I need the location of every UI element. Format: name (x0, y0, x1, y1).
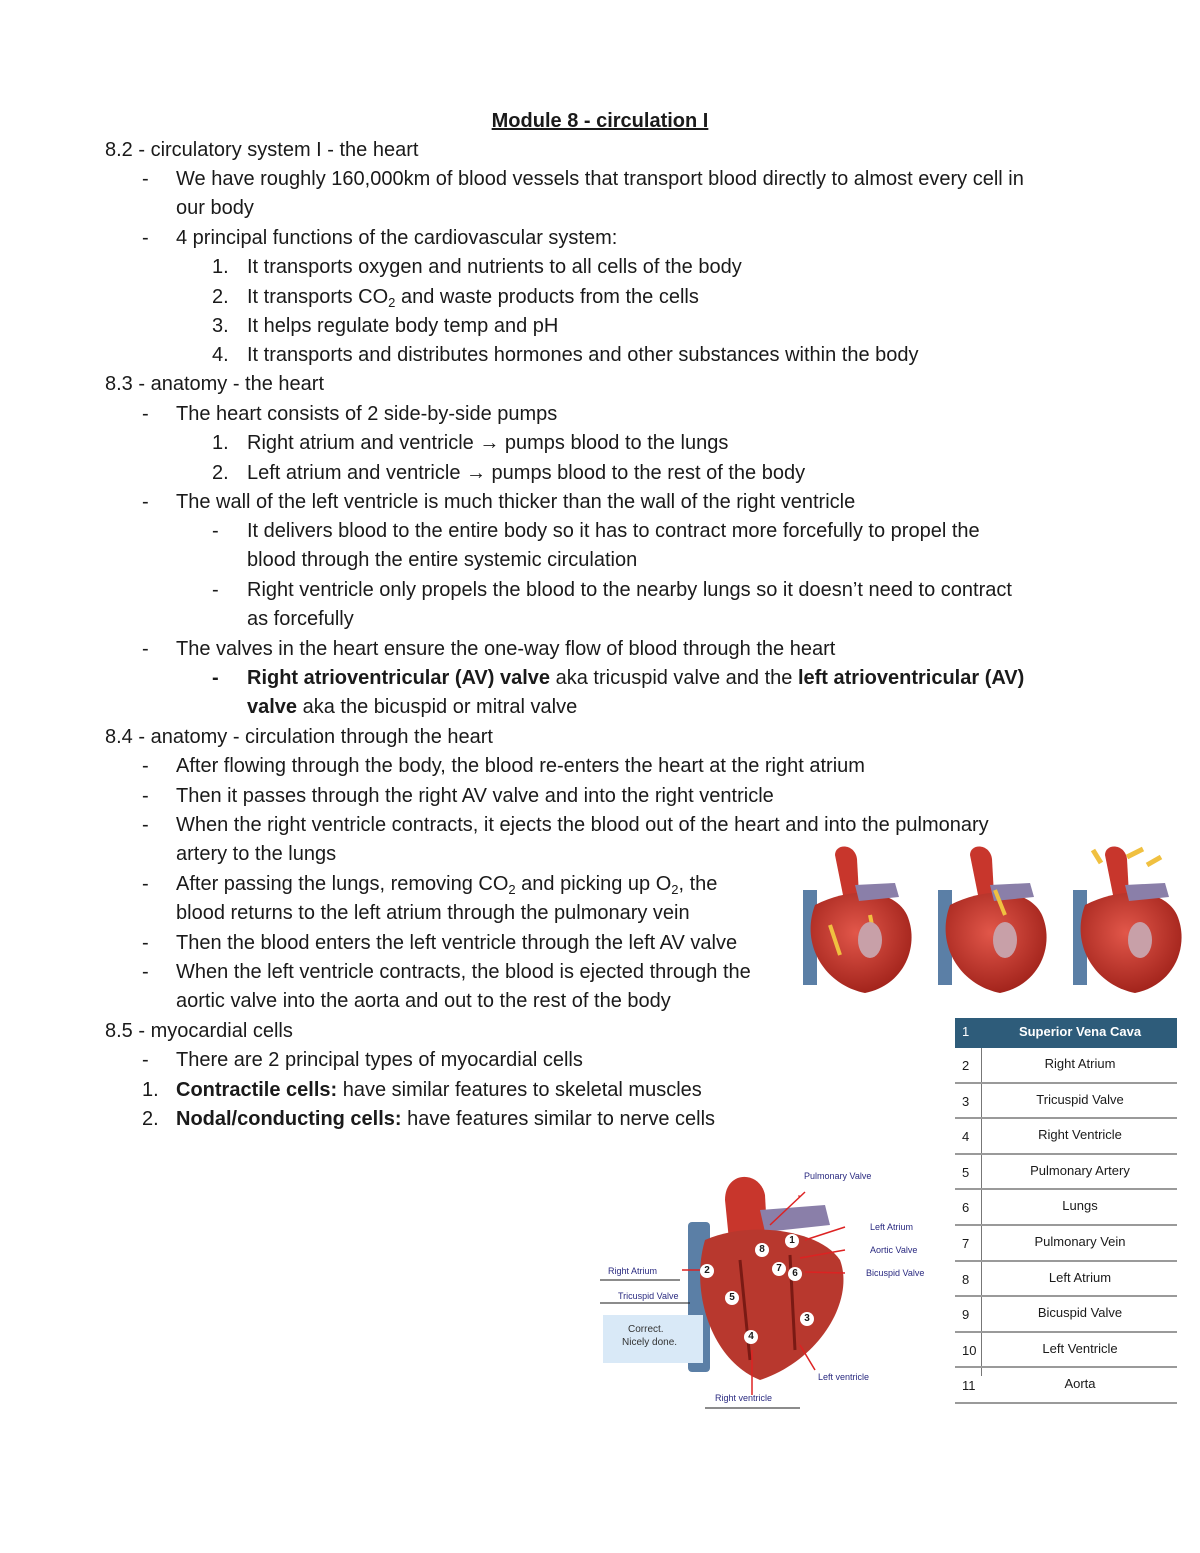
heart-image-2 (938, 846, 1047, 993)
bullet-dash: - (212, 520, 219, 542)
row-label: Aorta (1064, 1376, 1096, 1392)
bullet-text: After flowing through the body, the blood re-enters the heart at the right atrium (176, 755, 865, 777)
bullet-dash: - (142, 168, 149, 190)
row-label: Left Atrium (1048, 1269, 1112, 1285)
section-heading-8-4: 8.4 - anatomy - circulation through the heart (105, 726, 493, 748)
bullet-dash: - (142, 785, 149, 807)
table-row (955, 1226, 1177, 1262)
list-number: 3. (212, 315, 229, 337)
bullet-dash: - (142, 1049, 149, 1071)
marker-4: 4 (744, 1330, 758, 1344)
marker-6: 6 (788, 1267, 802, 1281)
row-label: Pulmonary Artery (1030, 1162, 1130, 1178)
row-label: Superior Vena Cava (1018, 1024, 1142, 1039)
bullet-text: artery to the lungs (176, 843, 337, 865)
list-item: Left atrium and ventricle → pumps blood to the rest of the body (247, 462, 806, 484)
sub-bullet-text: Right ventricle only propels the blood to the nearby lungs so it doesn’t need to contract (247, 579, 1012, 601)
bullet-text: aortic valve into the aorta and out to the rest of the body (176, 990, 671, 1012)
row-number: 6 (962, 1200, 970, 1216)
bullet-dash: - (142, 227, 149, 249)
table-row (955, 1084, 1177, 1120)
page-title: Module 8 - circulation I (491, 110, 709, 132)
feedback-text: Nicely done. (622, 1337, 678, 1348)
row-label: Pulmonary Vein (1034, 1233, 1126, 1249)
section-heading-8-3: 8.3 - anatomy - the heart (105, 373, 325, 395)
bullet-text: 4 principal functions of the cardiovascular system: (176, 227, 618, 249)
marker-3: 3 (800, 1312, 814, 1326)
bullet-text: After passing the lungs, removing $CO_2$ and picking up $O_2$, the (176, 873, 718, 897)
table-row (955, 1048, 1177, 1084)
list-number: 2. (212, 462, 229, 484)
bullet-dash: - (142, 814, 149, 836)
list-item: It transports and distributes hormones and other substances within the body (247, 344, 919, 366)
label-right-ventricle: Right ventricle (715, 1393, 773, 1403)
marker-8: 8 (755, 1243, 769, 1257)
row-number: 5 (962, 1164, 970, 1180)
bullet-dash: - (142, 961, 149, 983)
section-heading-8-2: 8.2 - circulatory system I - the heart (105, 139, 419, 161)
bullet-text: The valves in the heart ensure the one-way flow of blood through the heart (176, 638, 836, 660)
row-label: Tricuspid Valve (1036, 1091, 1124, 1107)
table-row (955, 1368, 1177, 1404)
list-item: Right atrium and ventricle → pumps blood to the lungs (247, 432, 729, 454)
row-label: Lungs (1062, 1198, 1098, 1214)
bullet-dash: - (142, 491, 149, 513)
label-bicuspid-valve: Bicuspid Valve (866, 1268, 925, 1278)
table-row (955, 1190, 1177, 1226)
table-row (955, 1155, 1177, 1191)
bullet-dash: - (212, 579, 219, 601)
bullet-dash: - (142, 873, 149, 895)
label-left-ventricle: Left ventricle (818, 1372, 870, 1382)
list-number: 1. (212, 432, 229, 454)
row-number: 11 (962, 1378, 976, 1394)
row-number: 7 (962, 1235, 970, 1251)
row-label: Right Ventricle (1038, 1127, 1122, 1143)
bullet-text: The wall of the left ventricle is much thicker than the wall of the right ventricle (176, 491, 856, 513)
section-heading-8-5: 8.5 - myocardial cells (105, 1020, 293, 1042)
table-row (955, 1119, 1177, 1155)
bullet-text: blood returns to the left atrium through the pulmonary vein (176, 902, 690, 924)
bullet-dash: - (142, 932, 149, 954)
sub-bullet-text: valve aka the bicuspid or mitral valve (247, 696, 578, 718)
bullet-text: Then the blood enters the left ventricle through the left AV valve (176, 932, 738, 954)
bullet-text: our body (176, 197, 254, 219)
list-number: 1. (142, 1079, 159, 1101)
list-number: 1. (212, 256, 229, 278)
list-item: It transports oxygen and nutrients to all cells of the body (247, 256, 742, 278)
label-tricuspid-valve: Tricuspid Valve (618, 1291, 679, 1301)
labeled-heart-diagram (600, 1170, 925, 1415)
row-number: 8 (962, 1271, 970, 1287)
row-number: 3 (962, 1093, 970, 1109)
heart-image-1 (803, 846, 912, 993)
row-number: 4 (962, 1129, 970, 1145)
row-number: 1 (962, 1024, 970, 1039)
bullet-text: Then it passes through the right AV valve and into the right ventricle (176, 785, 774, 807)
bullet-dash: - (142, 755, 149, 777)
list-number: 2. (212, 286, 229, 308)
label-left-atrium: Left Atrium (870, 1222, 914, 1232)
heart-parts-table (955, 1018, 1177, 1404)
bullet-text: There are 2 principal types of myocardial cells (176, 1049, 583, 1071)
list-number: 2. (142, 1108, 159, 1130)
list-number: 4. (212, 344, 229, 366)
sub-bullet-text: blood through the entire systemic circulation (247, 549, 638, 571)
bullet-text: When the left ventricle contracts, the blood is ejected through the (176, 961, 751, 983)
sub-bullet-text: Right atrioventricular (AV) valve aka tricuspid valve and the left atrioventricular (AV) (247, 667, 1025, 689)
label-aortic-valve: Aortic Valve (870, 1245, 918, 1255)
bullet-dash: - (212, 667, 219, 689)
marker-1: 1 (785, 1234, 799, 1248)
row-number: 9 (962, 1307, 970, 1323)
sub-bullet-text: as forcefully (247, 608, 354, 630)
table-row (955, 1018, 1177, 1048)
heart-image-3 (1073, 846, 1182, 993)
row-number: 2 (962, 1058, 970, 1073)
list-item: It helps regulate body temp and pH (247, 315, 559, 337)
table-row (955, 1297, 1177, 1333)
table-row (955, 1262, 1177, 1298)
bullet-text: The heart consists of 2 side-by-side pumps (176, 403, 558, 425)
bullet-text: When the right ventricle contracts, it ejects the blood out of the heart and into the pulmonary (176, 814, 989, 836)
feedback-text: Correct. (628, 1324, 664, 1335)
label-right-atrium: Right Atrium (608, 1266, 658, 1276)
sub-bullet-text: It delivers blood to the entire body so it has to contract more forcefully to propel the (247, 520, 980, 542)
marker-5: 5 (725, 1291, 739, 1305)
bullet-text: We have roughly 160,000km of blood vessels that transport blood directly to almost every cell in (176, 168, 1024, 190)
bullet-dash: - (142, 403, 149, 425)
list-item: It transports $CO_2$ and waste products from the cells (247, 286, 699, 310)
table-row (955, 1333, 1177, 1369)
list-item: Contractile cells: have similar features to skeletal muscles (176, 1079, 702, 1101)
row-label: Bicuspid Valve (1037, 1305, 1123, 1321)
list-item: Nodal/conducting cells: have features similar to nerve cells (176, 1108, 716, 1130)
bullet-dash: - (142, 638, 149, 660)
label-pulmonary-valve: Pulmonary Valve (804, 1171, 872, 1181)
row-label: Right Atrium (1044, 1056, 1116, 1071)
marker-2: 2 (700, 1264, 714, 1278)
heart-sequence-illustration (795, 845, 1185, 1000)
row-label: Left Ventricle (1042, 1340, 1118, 1356)
row-number: 10 (962, 1342, 977, 1358)
marker-7: 7 (772, 1262, 786, 1276)
